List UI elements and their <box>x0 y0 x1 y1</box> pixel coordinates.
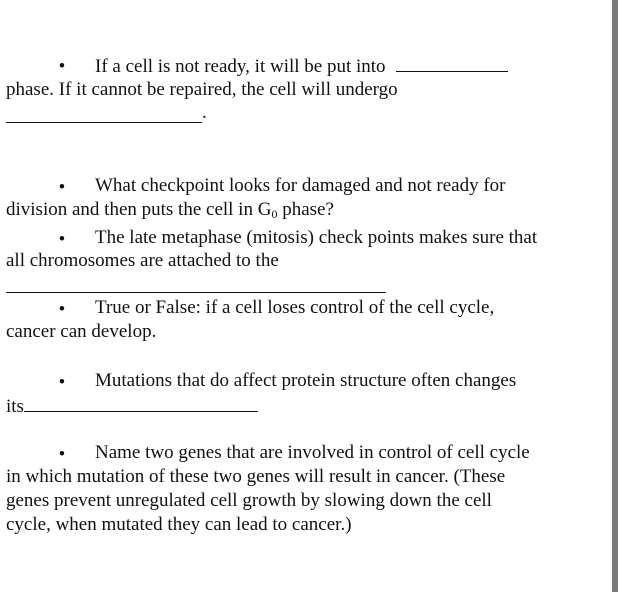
q2-text-2a: division and then puts the cell in G <box>6 199 272 220</box>
q6-text-4: cycle, when mutated they can lead to cancer.) <box>6 514 352 535</box>
q4-text-2: cancer can develop. <box>6 321 157 342</box>
q2-subscript: 0 <box>271 207 278 221</box>
q3-blank[interactable] <box>6 292 386 293</box>
bullet-q2: • <box>58 177 66 198</box>
q5-line-2 <box>6 393 258 419</box>
page-edge-bar <box>612 0 618 592</box>
q5-blank[interactable] <box>24 393 258 412</box>
q6-text-3: genes prevent unregulated cell growth by slowing down the cell <box>6 490 492 511</box>
q1-line-1 <box>95 53 508 79</box>
q5-text-2: its <box>6 396 24 417</box>
q1-blank-1[interactable] <box>396 53 508 72</box>
q2-line-2 <box>6 198 334 222</box>
q1-text-2: phase. If it cannot be repaired, the cell will undergo <box>6 79 398 100</box>
bullet-q3: • <box>58 229 66 250</box>
q1-text-1: If a cell is not ready, it will be put into <box>95 56 386 77</box>
bullet-q5: • <box>58 372 66 393</box>
q1-period: . <box>202 102 207 123</box>
q3-text-2: all chromosomes are attached to the <box>6 250 279 271</box>
bullet-q1: • <box>58 56 66 77</box>
q6-text-2: in which mutation of these two genes will result in cancer. (These <box>6 466 506 487</box>
q3-text-1: The late metaphase (mitosis) check points makes sure that <box>95 227 538 248</box>
q6-text-1: Name two genes that are involved in control of cell cycle <box>95 442 530 463</box>
q5-text-1: Mutations that do affect protein structure often changes <box>95 370 517 391</box>
q4-text-1: True or False: if a cell loses control of the cell cycle, <box>95 297 495 318</box>
q2-text-1: What checkpoint looks for damaged and not ready for <box>95 175 506 196</box>
q2-text-2b: phase? <box>277 199 334 220</box>
q1-blank-2[interactable] <box>6 122 202 123</box>
bullet-q4: • <box>58 299 66 320</box>
bullet-q6: • <box>58 444 66 465</box>
